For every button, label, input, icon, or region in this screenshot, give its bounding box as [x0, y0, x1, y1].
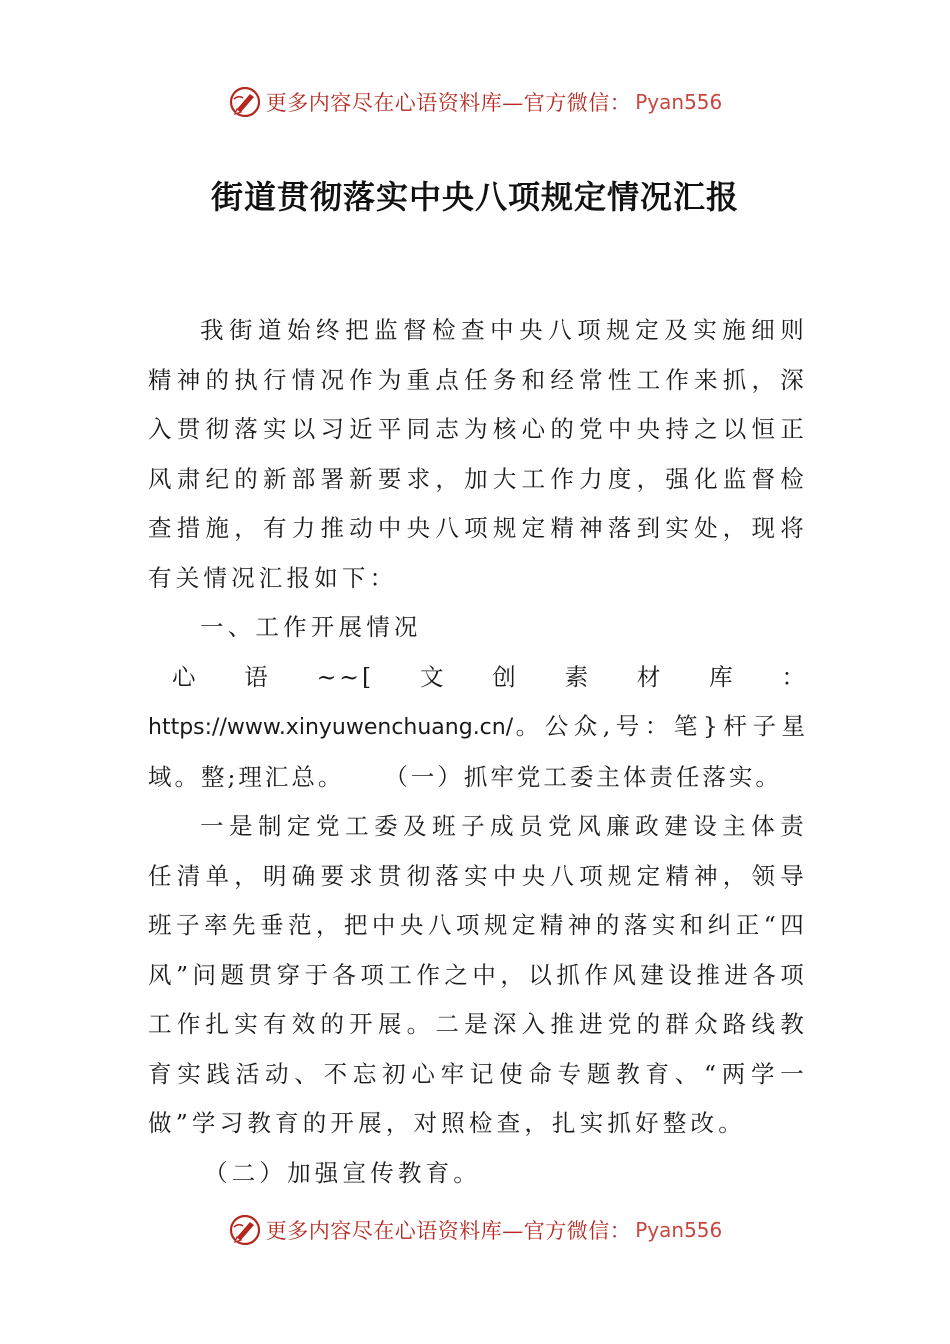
- subsection-heading-2: （二）加强宣传教育。: [204, 1158, 481, 1187]
- watermark-banner-top: [0, 82, 950, 122]
- document-body: [148, 306, 808, 1198]
- source-url-link[interactable]: https://www.xinyuwenchuang.cn/: [148, 715, 514, 740]
- watermark-text: 更多内容尽在心语资料库—官方微信：: [265, 91, 632, 115]
- watermark-banner-bottom: [0, 1210, 950, 1250]
- pen-logo-icon: [228, 85, 262, 119]
- document-title: 街道贯彻落实中央八项规定情况汇报: [210, 178, 739, 216]
- pen-logo-icon: [228, 1213, 262, 1247]
- watermark-wechat-id: Pyan556: [635, 1218, 723, 1242]
- subsection-heading-1: （一）抓牢党工委主体责任落实。: [384, 762, 782, 791]
- watermark-wechat-id: Pyan556: [635, 90, 723, 114]
- source-suffix: 。公众,号：笔}杆子星域。整;理汇总。: [148, 712, 808, 791]
- paragraph-1: 一是制定党工委及班子成员党风廉政建设主体责任清单，明确要求贯彻落实中央八项规定精神，领导班子率先垂范，把中央八项规定精神的落实和纠正“四风”问题贯穿于各项工作之中，以抓作风建设推进各项工作扎实有效的开展。二是深入推进党的群众路线教育实践活动、不忘初心牢记使命专题教育、“两学一做”学习教育的开展，对照检查，扎实抓好整改。: [148, 812, 808, 1137]
- source-prefix: 心语~~[文创素材库：: [172, 662, 808, 691]
- watermark-text: 更多内容尽在心语资料库—官方微信：: [265, 1219, 632, 1243]
- intro-paragraph: 我街道始终把监督检查中央八项规定及实施细则精神的执行情况作为重点任务和经常性工作来抓，深入贯彻落实以习近平同志为核心的党中央持之以恒正风肃纪的新部署新要求，加大工作力度，强化监督检查措施，有力推动中央八项规定精神落到实处，现将有关情况汇报如下：: [148, 316, 808, 592]
- section-heading-1: 一、工作开展情况: [200, 613, 422, 641]
- source-note: [148, 653, 808, 803]
